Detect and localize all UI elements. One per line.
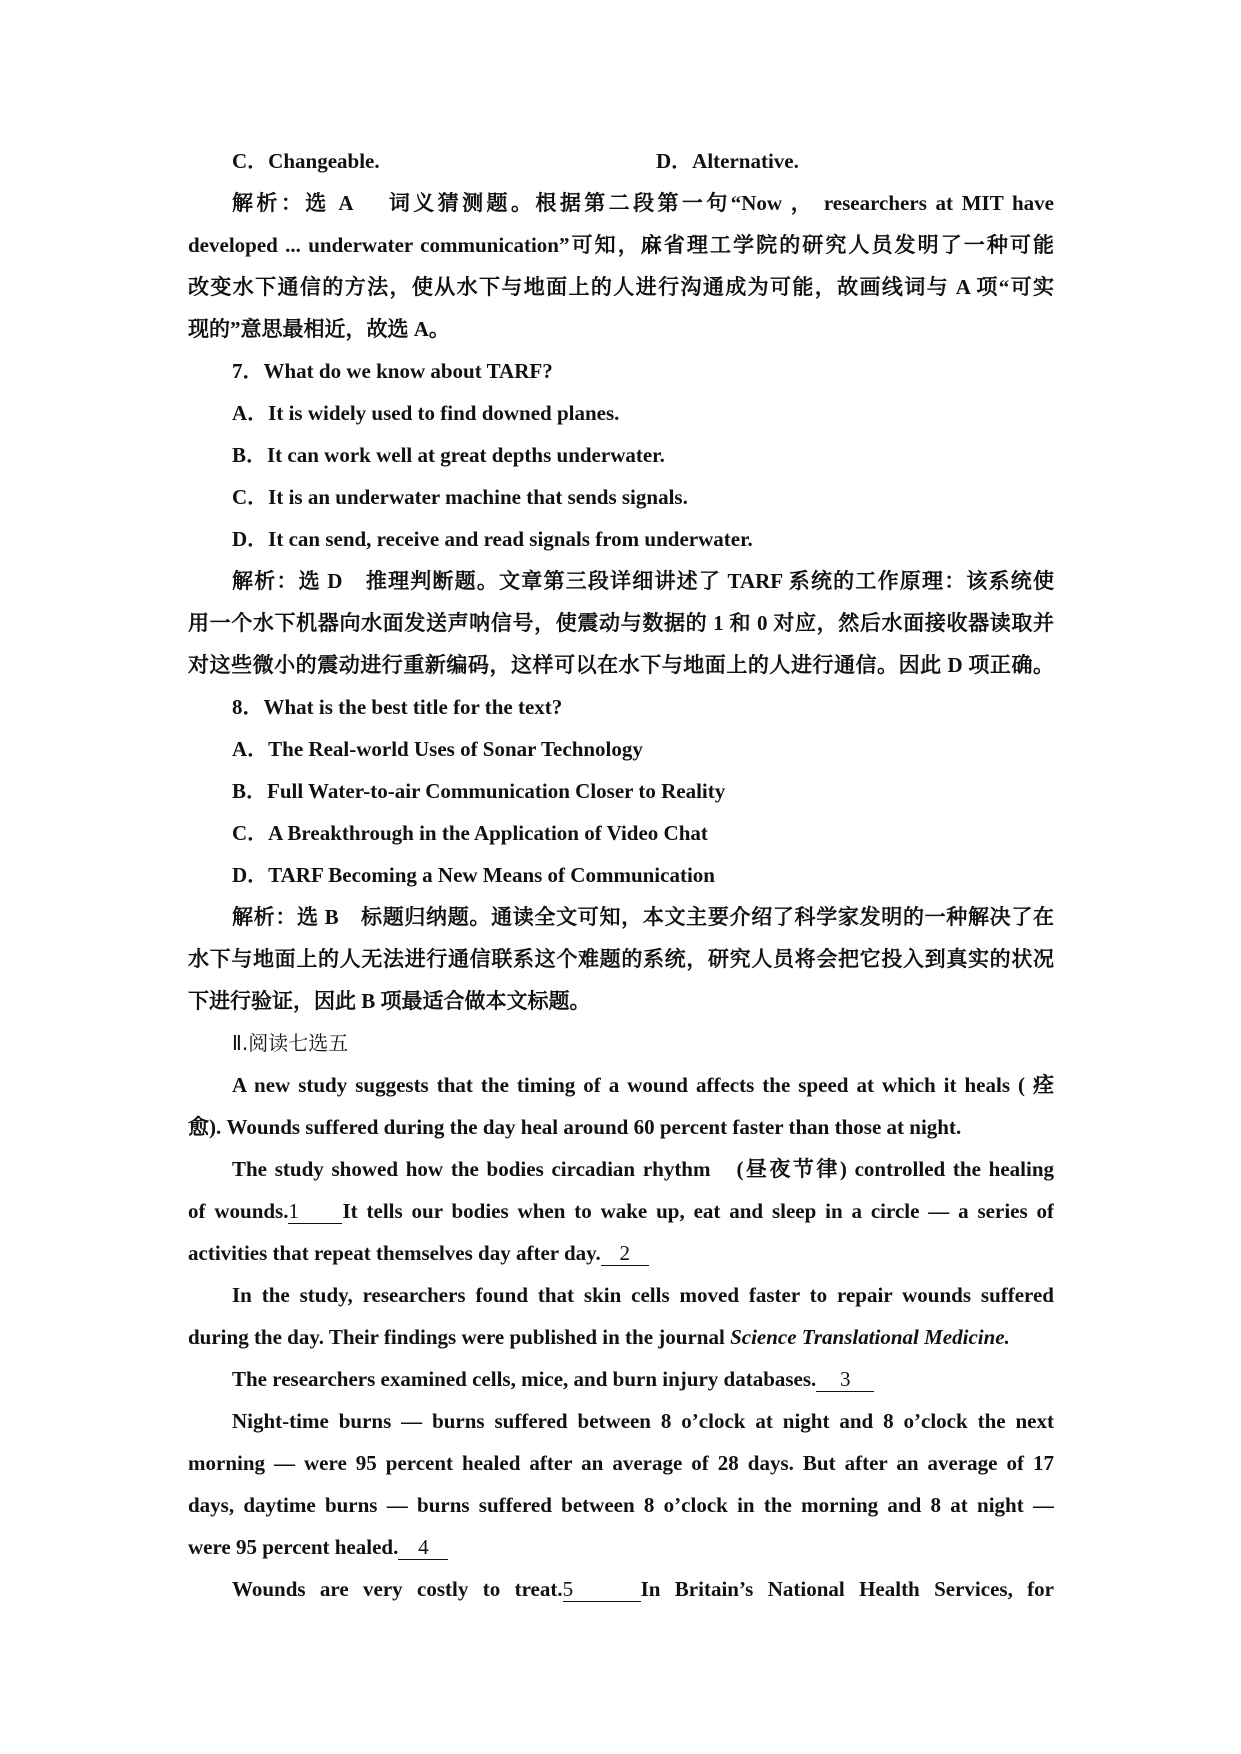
q8-explanation-line: 解析：选 B 标题归纳题。通读全文可知，本文主要介绍了科学家发明的一种解决了在 bbox=[232, 905, 1054, 929]
answer-blank-4: 4 bbox=[398, 1535, 448, 1560]
q6-options-row bbox=[188, 140, 1054, 182]
passage-line: activities that repeat themselves day after day. 2 bbox=[188, 1232, 1054, 1274]
passage-line: 愈). Wounds suffered during the day heal around 60 percent faster than those at night. bbox=[188, 1115, 962, 1139]
passage-line: The researchers examined cells, mice, and burn injury databases. 3 bbox=[188, 1358, 1054, 1400]
q7-explanation-line: 用一个水下机器向水面发送声呐信号，使震动与数据的 1 和 0 对应，然后水面接收器读取并 bbox=[188, 611, 1054, 635]
q7-explanation-line: 解析：选 D 推理判断题。文章第三段详细讲述了 TARF 系统的工作原理：该系统使 bbox=[232, 569, 1054, 593]
q7-explanation-line: 对这些微小的震动进行重新编码，这样可以在水下与地面上的人进行通信。因此 D 项正确。 bbox=[188, 653, 1054, 677]
q6-explanation-line: 解析：选 A 词义猜测题。根据第二段第一句“Now ， researchers at MIT have bbox=[232, 191, 1054, 215]
passage-line: during the day. Their findings were published in the journal Science Translational Medicine. bbox=[188, 1325, 1010, 1349]
q8-explanation-line: 水下与地面上的人无法进行通信联系这个难题的系统，研究人员将会把它投入到真实的状况 bbox=[188, 947, 1054, 971]
q7-option-a: A．It is widely used to find downed planes. bbox=[232, 401, 620, 425]
passage-line: days, daytime burns — burns suffered between 8 o’clock in the morning and 8 at night — bbox=[188, 1493, 1054, 1517]
section-heading: Ⅱ.阅读七选五 bbox=[232, 1031, 349, 1055]
explanation-label: 解析： bbox=[232, 905, 298, 929]
q6-option-c: C．Changeable. bbox=[232, 149, 380, 173]
q6-explanation-line: 现的”意思最相近，故选 A。 bbox=[188, 317, 450, 341]
document-page bbox=[188, 140, 1054, 1610]
q8-option-a: A．The Real-world Uses of Sonar Technology bbox=[232, 737, 643, 761]
q8-option-d: D．TARF Becoming a New Means of Communication bbox=[232, 863, 715, 887]
explanation-label: 解析： bbox=[232, 569, 299, 593]
passage-line: In the study, researchers found that skin cells moved faster to repair wounds suffered bbox=[232, 1283, 1054, 1307]
answer-blank-3: 3 bbox=[816, 1367, 874, 1392]
q8-option-c: C．A Breakthrough in the Application of Video Chat bbox=[232, 821, 708, 845]
passage-line: were 95 percent healed. 4 bbox=[188, 1526, 1054, 1568]
q6-explanation-line: developed ... underwater communication”可知，麻省理工学院的研究人员发明了一种可能 bbox=[188, 233, 1054, 257]
q7-option-b: B．It can work well at great depths underwater. bbox=[232, 443, 665, 467]
q6-explanation-line: 改变水下通信的方法，使从水下与地面上的人进行沟通成为可能，故画线词与 A 项“可实 bbox=[188, 275, 1054, 299]
q6-option-d: D．Alternative. bbox=[656, 149, 799, 173]
q7-option-c: C．It is an underwater machine that sends signals. bbox=[232, 485, 688, 509]
q8-option-b: B．Full Water-to-air Communication Closer to Reality bbox=[232, 779, 726, 803]
q8-explanation-line: 下进行验证，因此 B 项最适合做本文标题。 bbox=[188, 989, 591, 1013]
passage-line: A new study suggests that the timing of a wound affects the speed at which it heals ( 痊 bbox=[232, 1073, 1054, 1097]
passage-line: Wounds are very costly to treat.5 In Britain’s National Health Services, for bbox=[232, 1577, 1054, 1601]
passage-line: morning — were 95 percent healed after an average of 28 days. But after an average of 17 bbox=[188, 1451, 1054, 1475]
answer-blank-1: 1 bbox=[288, 1199, 342, 1224]
journal-title: Science Translational Medicine. bbox=[730, 1325, 1010, 1349]
answer-blank-2: 2 bbox=[601, 1241, 649, 1266]
passage-line: The study showed how the bodies circadian rhythm (昼夜节律) controlled the healing bbox=[232, 1157, 1054, 1181]
q7-question: 7．What do we know about TARF? bbox=[232, 359, 553, 383]
passage-line: Night-time burns — burns suffered between 8 o’clock at night and 8 o’clock the next bbox=[232, 1409, 1054, 1433]
q8-question: 8．What is the best title for the text? bbox=[232, 695, 563, 719]
explanation-label: 解析： bbox=[232, 191, 306, 215]
q7-option-d: D．It can send, receive and read signals from underwater. bbox=[232, 527, 753, 551]
answer-blank-5: 5 bbox=[563, 1577, 641, 1602]
passage-line: of wounds.1 It tells our bodies when to wake up, eat and sleep in a circle — a series of bbox=[188, 1199, 1054, 1223]
